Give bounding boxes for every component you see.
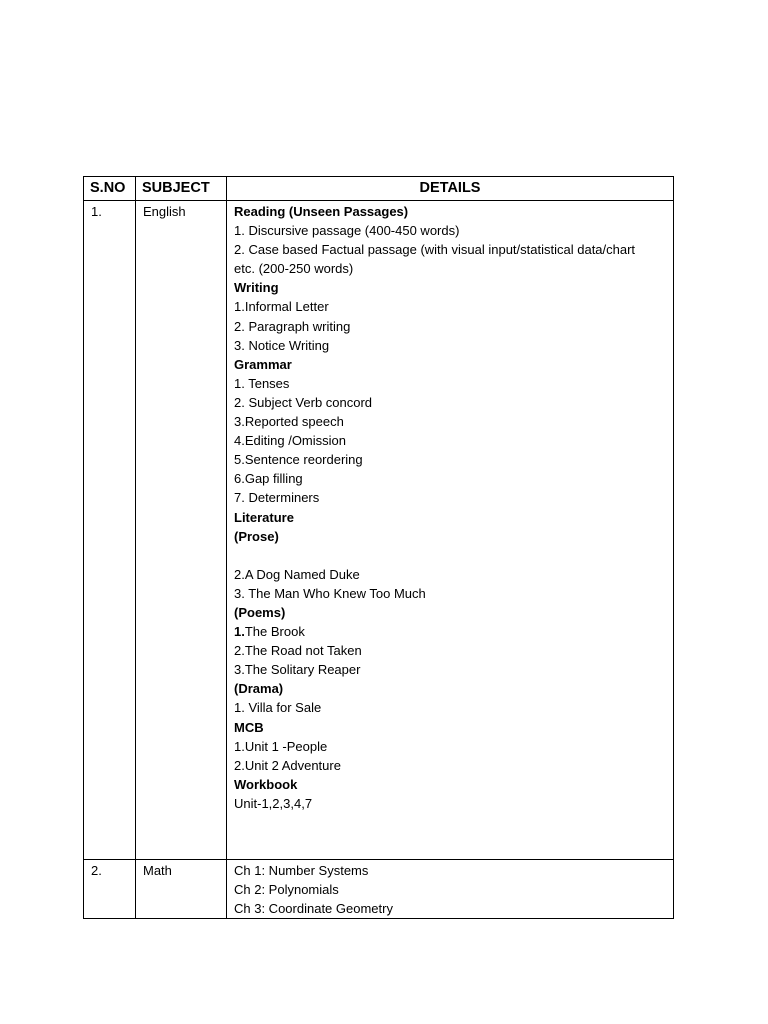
details-cell bbox=[227, 201, 674, 860]
detail-line: 5.Sentence reordering bbox=[234, 452, 363, 468]
details-cell bbox=[227, 860, 674, 919]
item-number: 1. bbox=[234, 624, 245, 640]
detail-line: 1.Unit 1 -People bbox=[234, 738, 328, 754]
detail-line: 2. Subject Verb concord bbox=[234, 394, 373, 410]
detail-line: 1.Informal Letter bbox=[234, 299, 329, 315]
detail-line: 1. Discursive passage (400-450 words) bbox=[234, 223, 460, 239]
header-sno: S.NO bbox=[84, 177, 136, 201]
section-heading: (Poems) bbox=[234, 604, 286, 620]
detail-line: 1. Tenses bbox=[234, 375, 290, 391]
item-text: The Brook bbox=[244, 624, 305, 640]
detail-line: 2. Paragraph writing bbox=[234, 318, 351, 334]
section-heading: Grammar bbox=[234, 356, 292, 372]
section-heading: Reading (Unseen Passages) bbox=[234, 204, 409, 219]
detail-line: 3.Reported speech bbox=[234, 414, 344, 430]
detail-line: 3.The Solitary Reaper bbox=[234, 662, 361, 678]
subject-cell: English bbox=[136, 201, 227, 860]
detail-line: 2.A Dog Named Duke bbox=[234, 566, 360, 582]
detail-line bbox=[234, 546, 666, 565]
detail-line: Unit-1,2,3,4,7 bbox=[234, 795, 313, 811]
detail-line bbox=[234, 622, 666, 641]
sno-cell: 2. bbox=[84, 860, 136, 919]
section-heading: MCB bbox=[234, 719, 264, 735]
detail-line: Ch 1: Number Systems bbox=[234, 863, 369, 878]
table-row bbox=[84, 860, 674, 919]
details-list bbox=[234, 860, 666, 918]
detail-line: 1. Villa for Sale bbox=[234, 700, 322, 716]
table-row bbox=[84, 201, 674, 860]
syllabus-table bbox=[83, 176, 674, 919]
detail-line: Ch 2: Polynomials bbox=[234, 882, 339, 898]
detail-line: etc. (200-250 words) bbox=[234, 261, 354, 277]
details-list bbox=[234, 201, 666, 813]
detail-line: 2.The Road not Taken bbox=[234, 643, 362, 659]
section-heading: (Prose) bbox=[234, 528, 279, 544]
detail-line: 3. The Man Who Knew Too Much bbox=[234, 585, 426, 601]
section-heading: Workbook bbox=[234, 776, 298, 792]
header-subject: SUBJECT bbox=[136, 177, 227, 201]
detail-line: 6.Gap filling bbox=[234, 471, 303, 487]
detail-line: 7. Determiners bbox=[234, 490, 320, 506]
detail-line: Ch 3: Coordinate Geometry bbox=[234, 901, 393, 917]
section-heading: (Drama) bbox=[234, 681, 284, 697]
section-heading: Literature bbox=[234, 509, 294, 525]
header-details: DETAILS bbox=[227, 177, 674, 201]
subject-cell: Math bbox=[136, 860, 227, 919]
detail-line: 4.Editing /Omission bbox=[234, 433, 346, 449]
sno-cell: 1. bbox=[84, 201, 136, 860]
detail-line: 3. Notice Writing bbox=[234, 337, 330, 353]
header-row bbox=[84, 177, 674, 201]
detail-line: 2. Case based Factual passage (with visual input/statistical data/chart bbox=[234, 242, 636, 258]
detail-line: 2.Unit 2 Adventure bbox=[234, 757, 341, 773]
section-heading: Writing bbox=[234, 280, 279, 296]
